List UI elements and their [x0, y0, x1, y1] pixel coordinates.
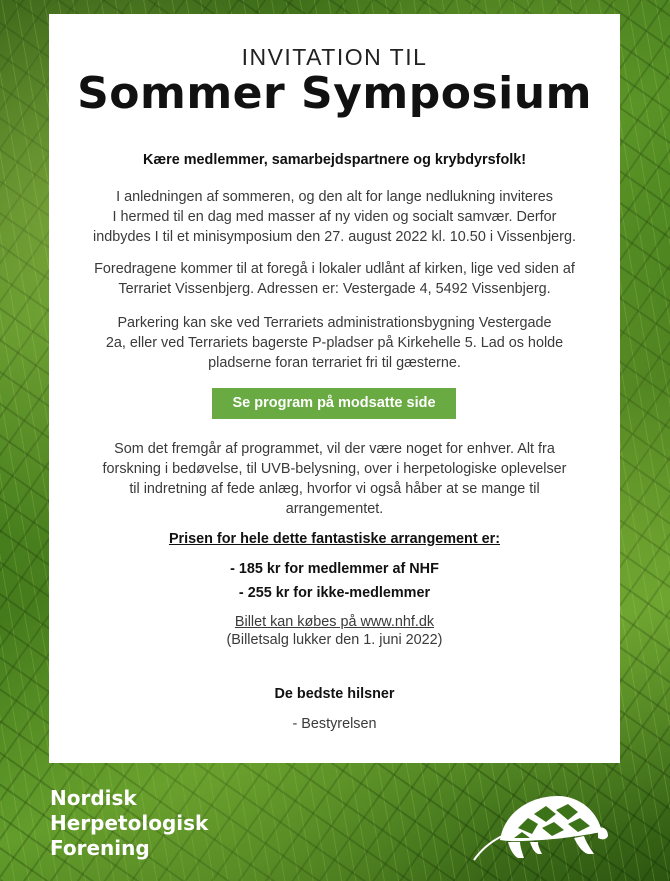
- parking-paragraph: [89, 313, 580, 373]
- closing-greeting: De bedste hilsner: [274, 686, 395, 702]
- ticket-link[interactable]: Billet kan købes på www.nhf.dk: [234, 614, 435, 630]
- invitation-card: [49, 14, 620, 763]
- program-line: arrangementet.: [285, 501, 384, 517]
- parking-line: 2a, eller ved Terrariets bagerste P-pladser på Kirkehelle 5. Lad os holde: [105, 335, 564, 351]
- price-non-member: - 255 kr for ikke-medlemmer: [238, 585, 431, 601]
- venue-line: Terrariet Vissenbjerg. Adressen er: Vestergade 4, 5492 Vissenbjerg.: [118, 281, 551, 297]
- venue-line: Foredragene kommer til at foregå i lokaler udlånt af kirken, lige ved siden af: [94, 261, 575, 277]
- page-title: Sommer Symposium: [77, 68, 592, 119]
- price-heading-text: Prisen for hele dette fantastiske arrangement er:: [168, 531, 501, 547]
- intro-line: indbydes I til et minisymposium den 27. august 2022 kl. 10.50 i Vissenbjerg.: [93, 229, 576, 245]
- parking-line: Parkering kan ske ved Terrariets administrationsbygning Vestergade: [117, 315, 552, 331]
- program-line: til indretning af fede anlæg, hvorfor vi også håber at se mange til: [129, 481, 540, 497]
- organization-name: [50, 786, 208, 861]
- intro-paragraph: [89, 187, 580, 247]
- program-line: forskning i bedøvelse, til UVB-belysning, over i herpetologiske oplevelser: [102, 461, 567, 477]
- intro-line: I anledningen af sommeren, og den alt for lange nedlukning inviteres: [116, 189, 553, 205]
- tortoise-logo-icon: [470, 788, 610, 868]
- price-member: - 185 kr for medlemmer af NHF: [230, 561, 439, 577]
- program-paragraph: [89, 439, 580, 519]
- signature: - Bestyrelsen: [292, 716, 377, 732]
- venue-paragraph: [89, 259, 580, 299]
- ticket-link-row: [89, 612, 580, 632]
- program-line: Som det fremgår af programmet, vil der være noget for enhver. Alt fra: [114, 441, 555, 457]
- ticket-note: (Billetsalg lukker den 1. juni 2022): [226, 632, 443, 648]
- organization-name-line: Forening: [50, 836, 150, 860]
- see-program-button[interactable]: Se program på modsatte side: [212, 388, 456, 419]
- organization-name-line: Herpetologisk: [50, 811, 209, 835]
- eyebrow: INVITATION TIL: [241, 44, 428, 70]
- greeting: Kære medlemmer, samarbejdspartnere og krybdyrsfolk!: [142, 152, 527, 168]
- organization-name-line: Nordisk: [50, 786, 137, 810]
- parking-line: pladserne foran terrariet fri til gæsterne.: [208, 355, 461, 371]
- price-heading: [89, 529, 580, 549]
- intro-line: I hermed til en dag med masser af ny viden og socialt samvær. Derfor: [112, 209, 557, 225]
